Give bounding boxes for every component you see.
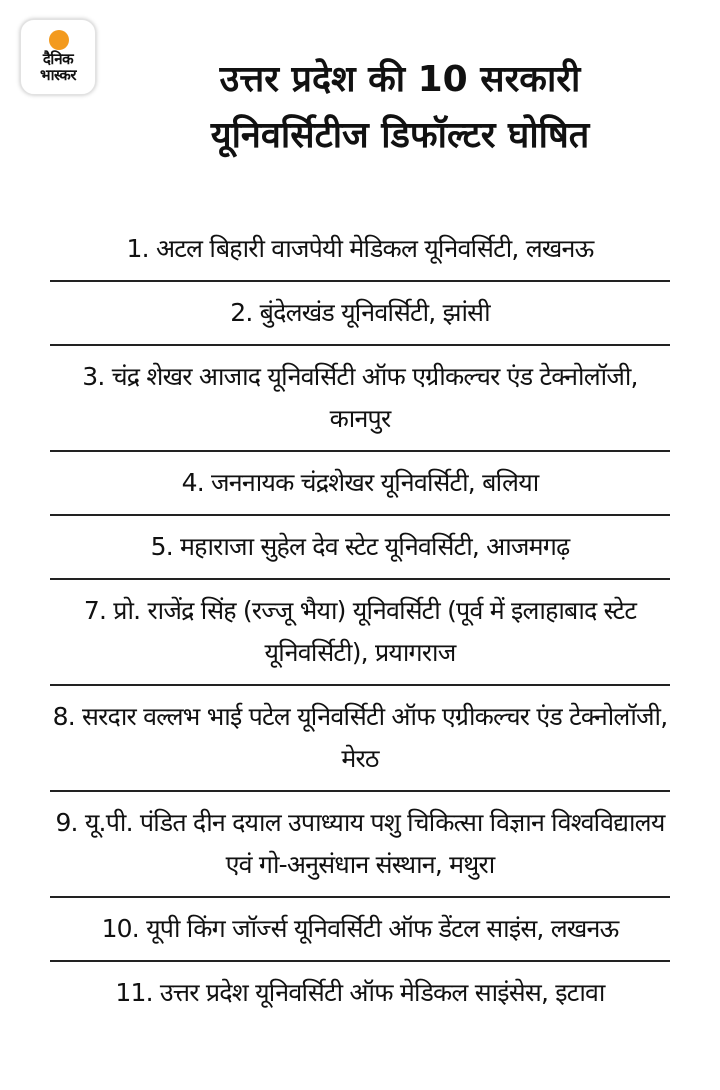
list-item: 2. बुंदेलखंड यूनिवर्सिटी, झांसी <box>50 282 670 346</box>
list-item: 10. यूपी किंग जॉर्ज्स यूनिवर्सिटी ऑफ डेंटल साइंस, लखनऊ <box>50 898 670 962</box>
title-line-2: यूनिवर्सिटीज डिफॉल्टर घोषित <box>210 115 590 156</box>
list-item: 9. यू.पी. पंडित दीन दयाल उपाध्याय पशु चिकित्सा विज्ञान विश्वविद्यालय एवं गो-अनुसंधान संस्थान, मथुरा <box>50 792 670 898</box>
university-list <box>50 218 670 1024</box>
logo-line-1: दैनिक <box>42 50 74 68</box>
list-item: 4. जननायक चंद्रशेखर यूनिवर्सिटी, बलिया <box>50 452 670 516</box>
logo-line-2: भास्कर <box>40 66 76 84</box>
page-title <box>110 52 690 164</box>
list-item: 7. प्रो. राजेंद्र सिंह (रज्जू भैया) यूनिवर्सिटी (पूर्व में इलाहाबाद स्टेट यूनिवर्सिटी), प्रयागराज <box>50 580 670 686</box>
list-item: 5. महाराजा सुहेल देव स्टेट यूनिवर्सिटी, आजमगढ़ <box>50 516 670 580</box>
list-item: 3. चंद्र शेखर आजाद यूनिवर्सिटी ऑफ एग्रीकल्चर एंड टेक्नोलॉजी, कानपुर <box>50 346 670 452</box>
title-line-1: उत्तर प्रदेश की 10 सरकारी <box>219 59 581 100</box>
list-item: 1. अटल बिहारी वाजपेयी मेडिकल यूनिवर्सिटी, लखनऊ <box>50 218 670 282</box>
list-item: 11. उत्तर प्रदेश यूनिवर्सिटी ऑफ मेडिकल साइंसेस, इटावा <box>115 978 605 1007</box>
dainik-bhaskar-logo <box>20 19 96 95</box>
sun-icon <box>49 30 69 50</box>
logo-wordmark <box>21 51 95 83</box>
list-item: 8. सरदार वल्लभ भाई पटेल यूनिवर्सिटी ऑफ एग्रीकल्चर एंड टेक्नोलॉजी, मेरठ <box>50 686 670 792</box>
